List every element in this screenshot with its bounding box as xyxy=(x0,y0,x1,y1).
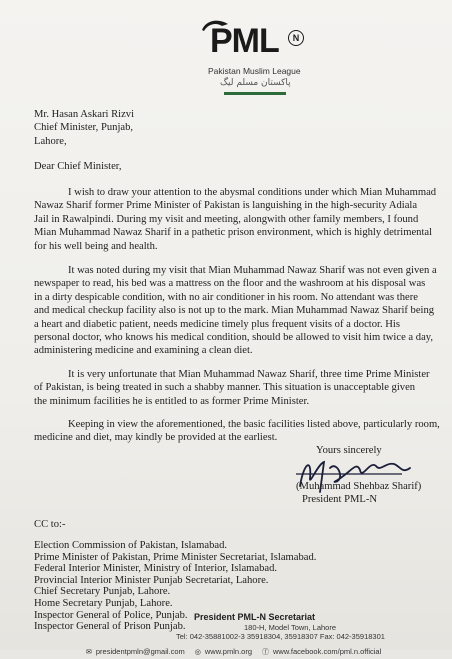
cc-item: Inspector General of Prison Punjab. xyxy=(34,621,186,633)
signer-name: (Muhammad Shehbaz Sharif) xyxy=(296,481,422,492)
cc-item: Federal Interior Minister, Ministry of Interior, Islamabad. xyxy=(34,563,278,575)
paragraph-line: of Pakistan, is being treated in such a shabby manner. This situation is unacceptable given xyxy=(34,382,416,394)
signer-title: President PML-N xyxy=(302,494,378,505)
email-icon: ✉ xyxy=(86,648,92,656)
paragraph-line: administering medicine and examining a clean diet. xyxy=(34,345,253,357)
addressee-line: Chief Minister, Punjab, xyxy=(34,122,134,134)
cc-item: Home Secretary Punjab, Lahore. xyxy=(34,597,173,609)
paragraph-line: Keeping in view the aforementioned, the basic facilities listed above, particularly room, xyxy=(68,419,440,430)
paragraph-line: Mian Muhammad Nawaz Sharif in a pathetic prison environment, which is highly detrimental xyxy=(34,227,433,239)
paragraph-line: the minimum facilities he is entitled to as former Prime Minister. xyxy=(34,395,310,407)
addressee-line: Mr. Hasan Askari Rizvi xyxy=(34,109,135,120)
paragraph-line: It is very unfortunate that Mian Muhammad Nawaz Sharif, three time Prime Minister xyxy=(68,369,430,380)
cc-label: CC to:- xyxy=(34,519,66,530)
body-paragraph-1 xyxy=(34,186,436,253)
paragraph-line: a heart and diabetic patient, needs medicine timely plus frequent visits of a doctor. His xyxy=(34,318,400,330)
paragraph-line: Nawaz Sharif former Prime Minister of Pakistan is languishing in the high-security Adiala xyxy=(34,200,418,212)
pml-n-logo xyxy=(200,18,301,96)
cc-item: Election Commission of Pakistan, Islamabad. xyxy=(34,540,228,551)
logo-underline xyxy=(224,92,286,95)
paragraph-line: for his well being and health. xyxy=(34,240,158,252)
globe-icon: ◎ xyxy=(194,648,201,656)
body-paragraph-2 xyxy=(34,264,437,358)
facebook-icon: ⓕ xyxy=(262,648,269,656)
logo-circle-n: N xyxy=(288,30,304,46)
footer-email: presidentpmln@gmail.com xyxy=(95,647,185,656)
footer-contacts xyxy=(86,641,381,659)
closing: Yours sincerely xyxy=(316,445,382,456)
body-paragraph-3 xyxy=(34,368,430,408)
footer-address: 180-H, Model Town, Lahore xyxy=(244,623,336,632)
paragraph-line: Jail in Rawalpindi. During my visit and meeting, alongwith other family members, I found xyxy=(34,213,419,225)
logo-wordmark: PML xyxy=(210,22,279,60)
paragraph-line: It was noted during my visit that Mian Muhammad Nawaz Sharif was not even given a xyxy=(68,265,437,276)
paragraph-line: personal doctor, who knows his medical condition, should be allowed to visit him twice a day, xyxy=(34,332,434,344)
footer-office: President PML-N Secretariat xyxy=(194,612,316,622)
paragraph-line: I wish to draw your attention to the abysmal conditions under which Mian Muhammad xyxy=(68,187,437,198)
cc-item: Chief Secretary Punjab, Lahore. xyxy=(34,586,171,598)
paragraph-line: and medical checkup facility also is not up to the mark. Mian Muhammad Nawaz Sharif being xyxy=(34,305,435,317)
footer-phones: Tel: 042-35881002-3 35918304, 35918307 Fax: 042-35918301 xyxy=(176,632,385,641)
paragraph-line: in a dirty despicable condition, with no air conditioner in his room. No attendant was there xyxy=(34,291,418,303)
body-paragraph-4 xyxy=(34,418,440,445)
salutation: Dear Chief Minister, xyxy=(34,161,122,172)
cc-item: Provincial Interior Minister Punjab Secretariat, Lahore. xyxy=(34,574,269,586)
cc-item: Inspector General of Police, Punjab. xyxy=(34,609,188,621)
cc-item: Prime Minister of Pakistan, Prime Minister Secretariat, Islamabad. xyxy=(34,551,317,563)
paragraph-line: newspaper to read, his bed was a mattress on the floor and the washroom at his disposal was xyxy=(34,278,426,290)
addressee-block xyxy=(34,108,134,148)
logo-subtitle: Pakistan Muslim League xyxy=(208,66,301,76)
paragraph-line: medicine and diet, may kindly be provided at the earliest. xyxy=(34,432,278,444)
logo-urdu-text: پاکستان مسلم لیگ xyxy=(220,78,291,88)
addressee-line: Lahore, xyxy=(34,135,67,147)
footer-facebook: www.facebook.com/pml.n.official xyxy=(273,647,382,656)
footer-web: www.pmln.org xyxy=(204,647,252,656)
